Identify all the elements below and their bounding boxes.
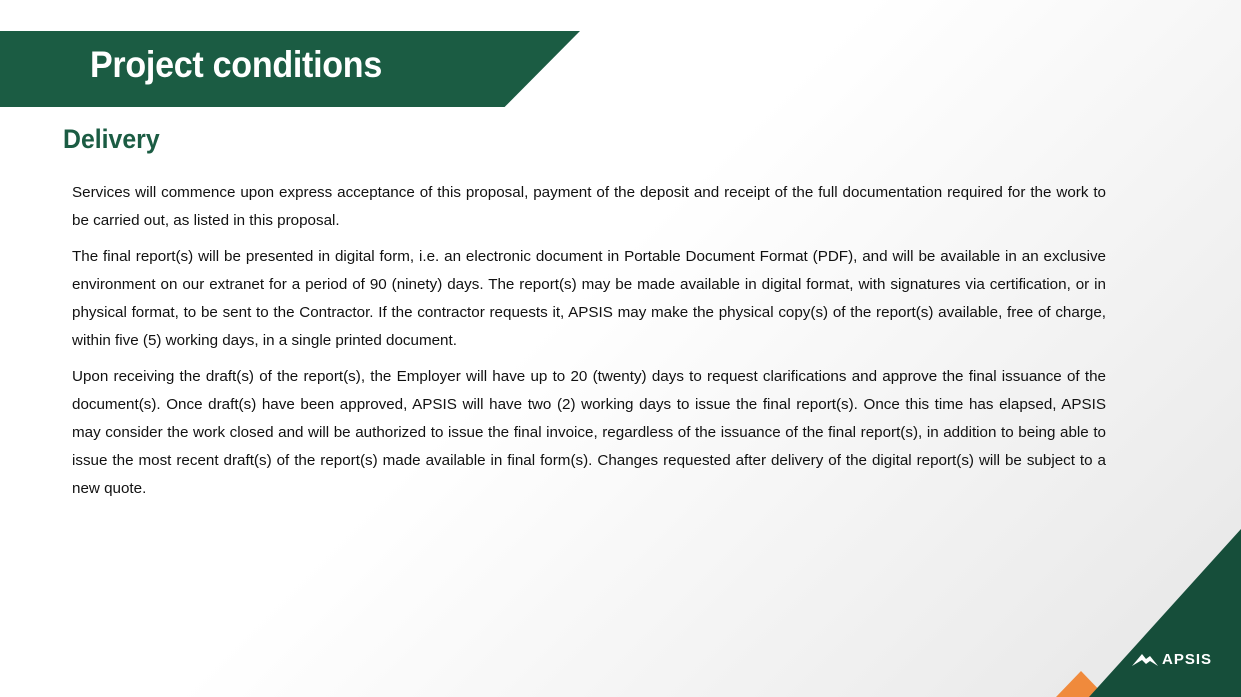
corner-green-accent — [1089, 529, 1241, 697]
paragraph-draft-approval: Upon receiving the draft(s) of the report(s), the Employer will have up to 20 (twenty) days to request clarifications and approve the final issuance of the document(s). Once draft(s) have been approved, APSIS will have two (2) working days to issue the final report(s). Once this time has elapsed, APSIS may consider the work closed and will be authorized to issue the final invoice, regardless of the issuance of the final report(s), in addition to being able to issue the most recent draft(s) of the report(s) made available in final form(s). Changes requested after delivery of the digital report(s) will be subject to a new quote. — [72, 368, 1106, 497]
logo-text: APSIS — [1162, 650, 1213, 668]
apsis-logo-icon — [1130, 648, 1160, 670]
paragraph-final-report: The final report(s) will be presented in digital form, i.e. an electronic document in Portable Document Format (PDF), and will be available in an exclusive environment on our extranet for a period of 90 (ninety) days. The report(s) may be made available in digital format, with signatures via certification, or in physical format, to be sent to the Contractor. If the contractor requests it, APSIS may make the physical copy(s) of the report(s) available, free of charge, within five (5) working days, in a single printed document. — [72, 248, 1106, 349]
apsis-logo — [1130, 648, 1212, 670]
paragraph-commencement: Services will commence upon express acceptance of this proposal, payment of the deposit and receipt of the full documentation required for the work to be carried out, as listed in this proposal. — [72, 184, 1106, 229]
slide-title: Project conditions — [90, 44, 382, 85]
body-text — [72, 179, 1106, 511]
section-heading: Delivery — [63, 124, 160, 154]
